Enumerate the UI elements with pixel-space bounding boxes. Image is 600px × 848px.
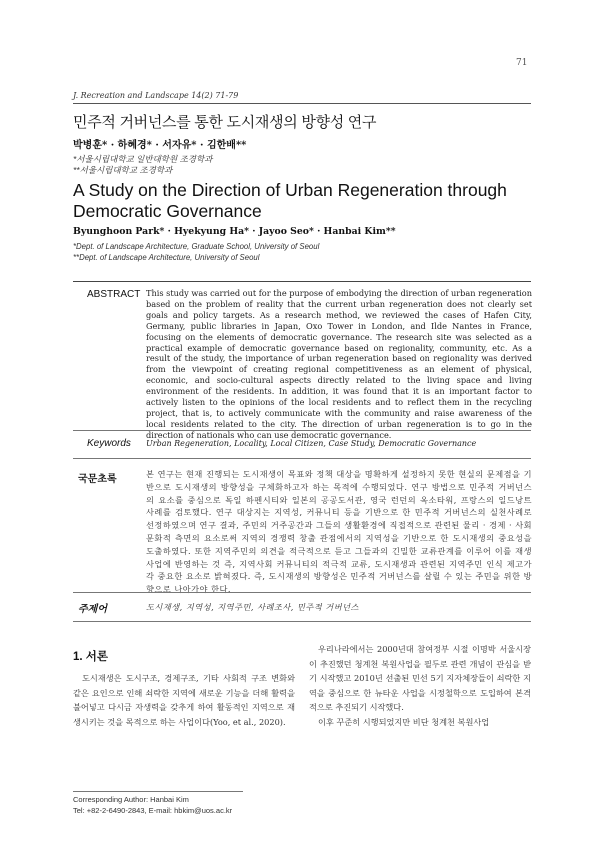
keywords-bottom-rule: [73, 458, 531, 459]
korean-abstract-label: 국문초록: [78, 474, 117, 485]
keywords-text: Urban Regeneration, Locality, Local Citizen, Case Study, Democratic Governance: [146, 439, 477, 448]
affiliation-english-2: **Dept. of Landscape Architecture, University of Seoul: [73, 253, 260, 262]
title-korean: 민주적 거버넌스를 통한 도시재생의 방향성 연구: [73, 114, 377, 131]
korean-abstract-text: 본 연구는 현재 진행되는 도시재생이 목표와 정책 대상을 명확하게 설정하지 못한 현실의 문제점을 기반으로 도시재생의 방향성을 구체화하고자 하는 목적에 수행되었다. 연구 방법으로 민주적 거버넌스의 요소를 중심으로 독일 하펜시티와 일본의 공공도서관, 영국 런던의 옥소타워, 프랑스의 일드낭트 사례를 검토했다. 연구 대상지는 지역성, 커뮤니티 등을 기반으로 한 민주적 거버넌스의 실천사례로 선정하였으며 연구 결과, 주민의 거주공간과 그들의 생활환경에 직접적으로 관련된 물리 · 경제 · 사회문화적 측면의 요소로써 지역의 경쟁력 창출 관점에서의 지역성을 기반으로 한 도시재생의 중요성을 도출하였다. 또한 지역주민의 의견을 적극적으로 듣고 그들과의 긴밀한 교류관계를 이루어 이를 재생사업에 반영하는 것 즉, 지역사회 커뮤니티의 적극적 교류, 도시재생과 관련된 지역주민 인식 제고가 각 중요한 요소로 밝혀졌다. 즉, 도시재생의 방향성은 민주적 거버넌스를 살릴 수 있는 주민을 위한 방향으로 나아가야 한다.: [146, 469, 533, 595]
keywords-label: Keywords: [87, 438, 131, 449]
corresponding-author: Corresponding Author: Hanbai Kim: [73, 795, 189, 804]
authors-english: Byunghoon Park* · Hyekyung Ha* · Jayoo Seo* · Hanbai Kim**: [73, 226, 396, 237]
header-rule: [73, 103, 531, 104]
paragraph: 우리나라에서는 2000년대 참여정부 시절 이명박 서울시장이 추진했던 청계천 복원사업을 필두로 관련 개념이 관심을 받기 시작했고 2010년 선출된 민선 5기 지자체장들이 쇠락한 지역을 중심으로 한 뉴타운 사업을 시정철학으로 도입하여 본격적으로 추진되기 시작했다.: [309, 644, 531, 713]
affiliation-korean-2: **서울시립대학교 조경학과: [73, 165, 173, 175]
body-column-left: [73, 671, 295, 729]
affiliation-korean-1: *서울시립대학교 일반대학원 조경학과: [73, 154, 213, 164]
page-number: 71: [516, 58, 528, 68]
journal-header: J. Recreation and Landscape 14(2) 71-79: [73, 91, 239, 100]
abstract-text: This study was carried out for the purpose of embodying the direction of urban regeneration based on the problem of reality that the current urban regeneration does not clearly set goals and policy targets. As a research method, we reviewed the cases of Hafen City, Germany, public libraries in Japan, Oxo Tower in London, and Ilde Nantes in France, focusing on the elements of democratic governance. The research site was selected as a practical example of democratic governance based on regionality, community, etc. As a result of the study, the importance of urban regeneration based on regionality was derived from the viewpoint of creating regional competitiveness as an element of physical, economic, and socio-cultural aspects directly related to the living space and living environment of the residents. In addition, it was found that it is an important factor to actively listen to the opinions of the local residents and to reflect them in the recycling project, that is, to actively communicate with the community and raise awareness of the local residents related to the city. The direction of urban regeneration is to go in the direction of nationals who can use democratic governance.: [146, 288, 533, 440]
footnote-rule: [73, 791, 243, 792]
keywords-top-rule: [73, 430, 531, 431]
abstract-label: ABSTRACT: [87, 289, 141, 300]
korean-keywords-bottom-rule: [73, 621, 531, 622]
title-english: A Study on the Direction of Urban Regeneration through Democratic Governance: [73, 180, 507, 221]
paragraph: 도시재생은 도시구조, 경제구조, 기타 사회적 구조 변화와 같은 요인으로 인해 쇠락한 지역에 새로운 기능을 더해 활력을 불어넣고 다시금 자생력을 갖추게 하여 활동적인 지역으로 재생시키는 것을 목적으로 하는 사업이다(Yoo, et al., 2020).: [73, 673, 295, 727]
korean-keywords-label: 주제어: [78, 604, 107, 615]
section-heading: 1. 서론: [73, 651, 109, 663]
affiliation-english-1: *Dept. of Landscape Architecture, Graduate School, University of Seoul: [73, 242, 320, 251]
body-column-right: [309, 642, 531, 730]
korean-keywords-text: 도시재생, 지역성, 지역주민, 사례조사, 민주적 거버넌스: [146, 602, 359, 612]
paragraph: 이후 꾸준히 시행되었지만 비단 청계천 복원사업: [318, 716, 490, 727]
abstract-top-rule: [73, 281, 531, 282]
authors-korean: 박병훈* · 하혜경* · 서자유* · 김한배**: [73, 140, 247, 151]
korean-keywords-top-rule: [73, 592, 531, 593]
contact-info: Tel: +82-2-6490-2843, E-mail: hbkim@uos.ac.kr: [73, 806, 233, 815]
